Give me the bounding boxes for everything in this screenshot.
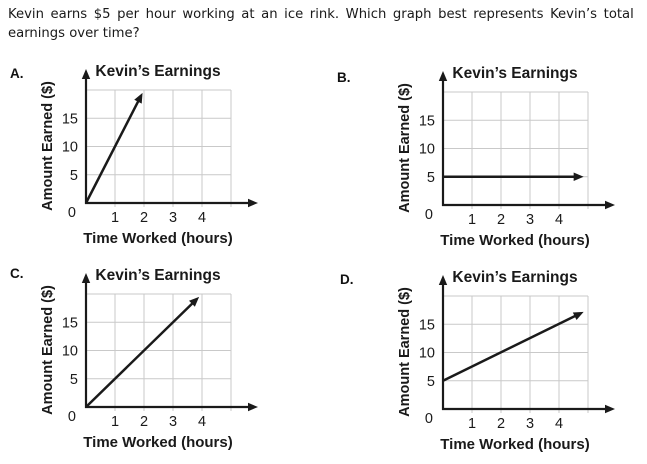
y-tick-label: 10 (418, 345, 435, 362)
question-line-2: earnings over time? (8, 26, 140, 41)
y-tick-label: 5 (69, 371, 78, 388)
origin-label: 0 (67, 409, 76, 425)
y-tick-label: 15 (418, 317, 435, 334)
chart-option-c (8, 260, 268, 458)
x-axis-label: Time Worked (hours) (440, 436, 590, 453)
x-tick-label: 3 (525, 212, 535, 228)
answer-option-c (8, 260, 325, 460)
x-tick-label: 1 (110, 210, 120, 226)
y-tick-label: 10 (418, 141, 435, 158)
chart-option-d (365, 262, 625, 460)
x-axis-label: Time Worked (hours) (83, 434, 233, 451)
x-tick-label: 1 (467, 212, 477, 228)
x-axis-arrowhead (605, 405, 615, 413)
y-tick-label: 10 (61, 139, 78, 156)
x-axis-arrowhead (248, 199, 258, 207)
y-tick-label: 10 (61, 343, 78, 360)
chart-title: Kevin’s Earnings (452, 269, 578, 286)
x-tick-label: 1 (467, 416, 477, 432)
x-tick-label: 4 (554, 212, 564, 228)
data-line (86, 303, 193, 407)
x-tick-label: 1 (110, 414, 120, 430)
option-label-c: C. (10, 266, 24, 281)
x-tick-label: 3 (168, 210, 178, 226)
chart-title: Kevin’s Earnings (452, 65, 578, 82)
question-line-1: Kevin earns $5 per hour working at an ice rink. Which graph best represents Kevin’s total (8, 7, 634, 22)
data-line (443, 316, 576, 381)
option-label-a: A. (10, 66, 24, 81)
origin-label: 0 (424, 411, 433, 427)
origin-label: 0 (67, 205, 76, 221)
x-tick-label: 2 (496, 212, 506, 228)
y-tick-label: 5 (426, 373, 435, 390)
x-axis-label: Time Worked (hours) (440, 232, 590, 249)
y-tick-label: 5 (69, 167, 78, 184)
data-line (86, 101, 138, 203)
x-tick-label: 4 (197, 210, 207, 226)
x-axis-label: Time Worked (hours) (83, 230, 233, 247)
chart-title: Kevin’s Earnings (95, 267, 221, 284)
x-tick-label: 2 (496, 416, 506, 432)
x-axis-arrowhead (248, 403, 258, 411)
x-tick-label: 3 (168, 414, 178, 430)
chart-title: Kevin’s Earnings (95, 63, 221, 80)
y-axis-arrowhead (439, 275, 447, 285)
data-line-arrowhead (574, 173, 584, 181)
chart-option-a (8, 56, 268, 254)
x-tick-label: 4 (197, 414, 207, 430)
answer-option-b (330, 58, 647, 258)
y-axis-label: Amount Earned ($) (40, 81, 56, 211)
y-axis-arrowhead (439, 71, 447, 81)
option-label-b: B. (337, 70, 351, 85)
y-tick-label: 15 (61, 315, 78, 332)
x-tick-label: 2 (139, 414, 149, 430)
y-axis-label: Amount Earned ($) (397, 287, 413, 417)
origin-label: 0 (424, 207, 433, 223)
x-tick-label: 3 (525, 416, 535, 432)
y-axis-label: Amount Earned ($) (40, 285, 56, 415)
answer-option-d (330, 262, 647, 462)
y-axis-arrowhead (82, 69, 90, 79)
question-text (8, 5, 642, 43)
x-axis-arrowhead (605, 201, 615, 209)
answer-option-a (8, 56, 325, 256)
y-axis-arrowhead (82, 273, 90, 283)
y-tick-label: 5 (426, 169, 435, 186)
x-tick-label: 4 (554, 416, 564, 432)
x-tick-label: 2 (139, 210, 149, 226)
y-axis-label: Amount Earned ($) (397, 83, 413, 213)
y-tick-label: 15 (418, 113, 435, 130)
chart-option-b (365, 58, 625, 256)
y-tick-label: 15 (61, 111, 78, 128)
option-label-d: D. (340, 272, 354, 287)
